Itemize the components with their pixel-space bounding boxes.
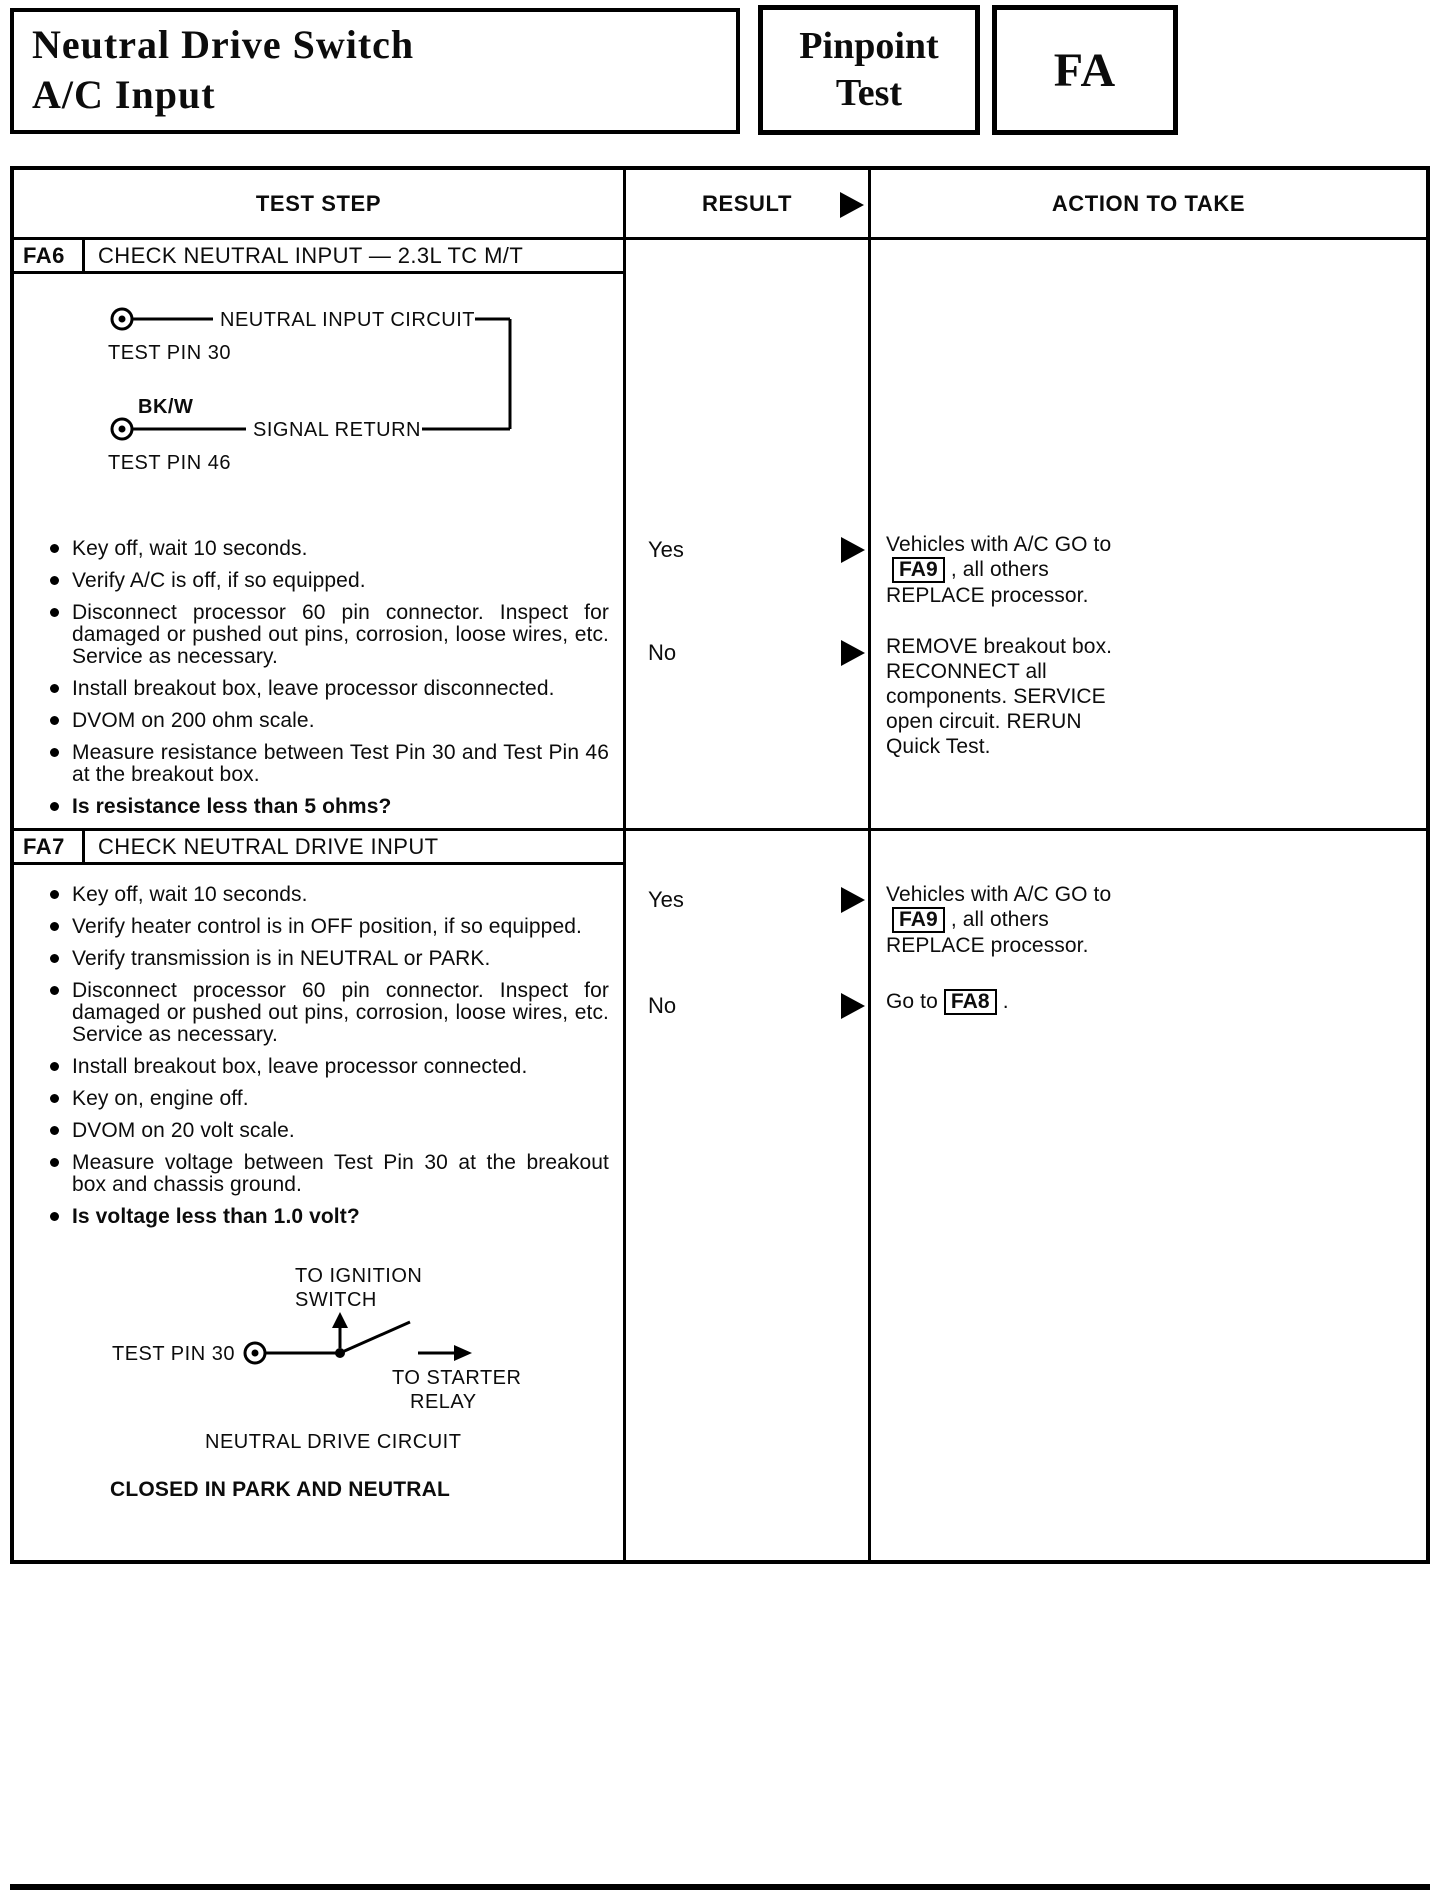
result-yes-label: Yes xyxy=(648,537,684,562)
right-arrow-icon xyxy=(454,1345,472,1361)
bullet-icon xyxy=(50,954,59,963)
test-step-item: Key off, wait 10 seconds. xyxy=(50,538,609,560)
pinpoint-test-table xyxy=(10,166,1430,1564)
test-step-item: Verify A/C is off, if so equipped. xyxy=(50,570,609,592)
page-title-line1: Neutral Drive Switch xyxy=(32,22,415,67)
col-header-result: RESULT xyxy=(626,170,871,240)
fa6-circuit-diagram xyxy=(100,301,550,476)
to-starter-label-line2: RELAY xyxy=(410,1391,477,1413)
bullet-icon xyxy=(50,1062,59,1071)
bullet-icon xyxy=(50,716,59,725)
fa7-test-step-cell xyxy=(14,831,626,1560)
test-step-item: Key on, engine off. xyxy=(50,1088,609,1110)
test-step-item: Measure voltage between Test Pin 30 at the breakout box and chassis ground. xyxy=(50,1152,609,1196)
fa7-step-list xyxy=(14,884,623,1228)
fa6-step-title: CHECK NEUTRAL INPUT — 2.3L TC M/T xyxy=(98,242,524,268)
test-step-item: DVOM on 20 volt scale. xyxy=(50,1120,609,1142)
fa8-reference: FA8 xyxy=(944,989,997,1015)
fa7-result-no xyxy=(626,993,868,1019)
fa6-step-id: FA6 xyxy=(14,240,85,271)
bullet-icon xyxy=(50,1094,59,1103)
bullet-icon xyxy=(50,748,59,757)
fa6-result-cell xyxy=(626,240,871,831)
to-ignition-label-line2: SWITCH xyxy=(295,1289,377,1311)
signal-return-label: SIGNAL RETURN xyxy=(253,419,422,441)
fa7-result-cell xyxy=(626,831,871,1560)
neutral-input-circuit-label: NEUTRAL INPUT CIRCUIT xyxy=(220,309,475,331)
bullet-icon xyxy=(50,608,59,617)
bullet-icon xyxy=(50,684,59,693)
to-starter-label-line1: TO STARTER xyxy=(392,1367,522,1389)
bullet-icon xyxy=(50,544,59,553)
test-step-question: Is resistance less than 5 ohms? xyxy=(50,796,609,818)
result-arrow-icon xyxy=(840,192,864,218)
pinpoint-test-badge xyxy=(758,5,980,135)
bullet-icon xyxy=(50,1212,59,1221)
result-arrow-icon xyxy=(841,993,865,1019)
bullet-icon xyxy=(50,890,59,899)
fa6-action-yes: Vehicles with A/C GO toFA9 , all others REPLACE processor. xyxy=(886,533,1112,607)
section-code-badge xyxy=(992,5,1178,135)
switch-blade xyxy=(340,1322,410,1353)
test-step-item: Install breakout box, leave processor disconnected. xyxy=(50,678,609,700)
result-no-label: No xyxy=(648,993,677,1018)
fa7-step-title: CHECK NEUTRAL DRIVE INPUT xyxy=(98,833,439,859)
test-pin-46-label: TEST PIN 46 xyxy=(108,452,231,474)
fa7-circuit-diagram xyxy=(100,1260,580,1456)
fa6-result-no xyxy=(626,640,868,666)
fa6-result-yes xyxy=(626,537,868,563)
fa7-action-cell xyxy=(871,831,1426,1560)
neutral-drive-circuit-label: NEUTRAL DRIVE CIRCUIT xyxy=(205,1431,462,1453)
test-step-item: Disconnect processor 60 pin connector. Inspect for damaged or pushed out pins, corrosion, loose wires, etc. Service as necessary. xyxy=(50,602,609,668)
fa6-step-header xyxy=(14,240,623,274)
section-code: FA xyxy=(1053,43,1117,97)
result-no-label: No xyxy=(648,640,677,665)
result-yes-label: Yes xyxy=(648,887,684,912)
test-pin-30-label: TEST PIN 30 xyxy=(112,1343,235,1365)
bullet-icon xyxy=(50,922,59,931)
fa6-step-list xyxy=(14,538,623,818)
test-step-item: Verify transmission is in NEUTRAL or PARK. xyxy=(50,948,609,970)
page-title-line2: A/C Input xyxy=(32,72,216,117)
bullet-icon xyxy=(50,1158,59,1167)
pinpoint-label-line1: Pinpoint xyxy=(799,25,939,67)
fa7-action-yes: Vehicles with A/C GO toFA9 , all others REPLACE processor. xyxy=(886,883,1112,957)
test-pin-30-label: TEST PIN 30 xyxy=(108,342,231,364)
pinpoint-label-line2: Test xyxy=(835,72,903,114)
test-step-item: Disconnect processor 60 pin connector. Inspect for damaged or pushed out pins, corrosion, loose wires, etc. Service as necessary. xyxy=(50,980,609,1046)
bullet-icon xyxy=(50,986,59,995)
page-bottom-rule xyxy=(10,1884,1430,1890)
up-arrow-icon xyxy=(332,1312,348,1328)
bullet-icon xyxy=(50,1126,59,1135)
bullet-icon xyxy=(50,576,59,585)
fa6-action-no: REMOVE breakout box. RECONNECT all components. SERVICE open circuit. RERUN Quick Test. xyxy=(886,635,1113,758)
bullet-icon xyxy=(50,802,59,811)
fa9-reference: FA9 xyxy=(892,557,945,583)
result-arrow-icon xyxy=(841,887,865,913)
fa6-action-cell xyxy=(871,240,1426,831)
closed-in-park-note: CLOSED IN PARK AND NEUTRAL xyxy=(110,1478,451,1501)
fa7-result-yes xyxy=(626,887,868,913)
fa6-test-step-cell xyxy=(14,240,626,831)
fa7-action-no: Go to FA8 . xyxy=(886,990,1009,1013)
test-step-item: Install breakout box, leave processor connected. xyxy=(50,1056,609,1078)
test-step-item: Key off, wait 10 seconds. xyxy=(50,884,609,906)
to-ignition-label-line1: TO IGNITION xyxy=(295,1265,423,1287)
fa9-reference: FA9 xyxy=(892,907,945,933)
fa7-step-id: FA7 xyxy=(14,831,85,862)
test-step-question: Is voltage less than 1.0 volt? xyxy=(50,1206,609,1228)
test-step-item: Measure resistance between Test Pin 30 and Test Pin 46 at the breakout box. xyxy=(50,742,609,786)
wire-color-label: BK/W xyxy=(138,396,194,418)
test-step-item: Verify heater control is in OFF position, if so equipped. xyxy=(50,916,609,938)
result-arrow-icon xyxy=(841,640,865,666)
test-step-item: DVOM on 200 ohm scale. xyxy=(50,710,609,732)
fa7-step-header xyxy=(14,831,623,865)
result-arrow-icon xyxy=(841,537,865,563)
page-title-box xyxy=(10,8,740,134)
col-header-action: ACTION TO TAKE xyxy=(871,170,1426,240)
col-header-test-step: TEST STEP xyxy=(14,170,626,240)
